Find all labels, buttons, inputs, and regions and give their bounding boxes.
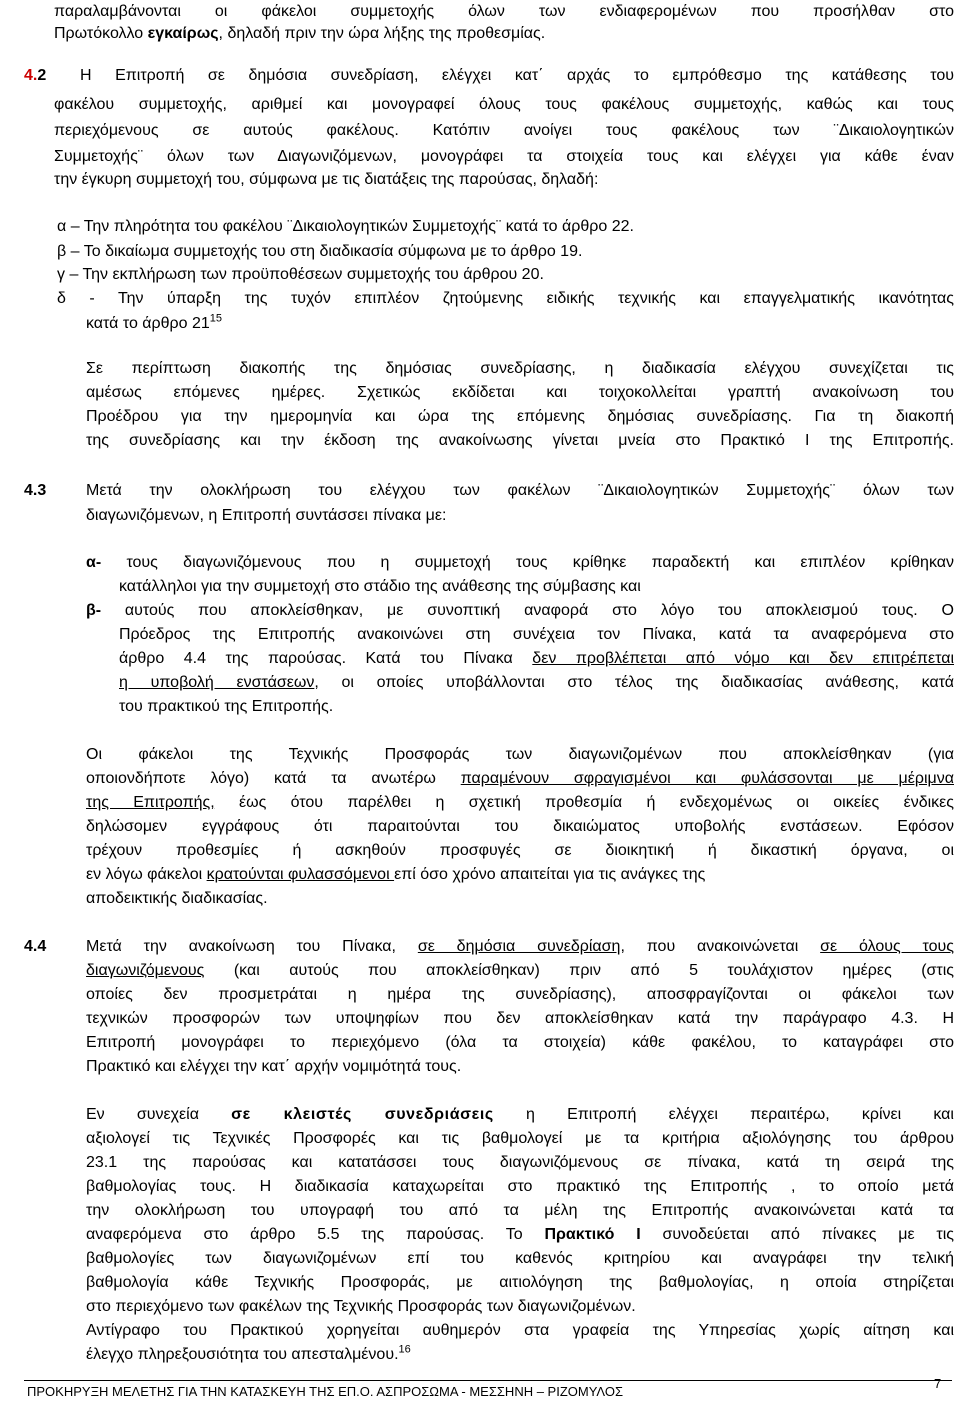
text: , που ανακοινώνεται: [620, 938, 821, 955]
text: αυτούς που αποκλείσθηκαν, με συνοπτική αναφορά στο λόγο του αποκλεισμού τους. Ο: [101, 602, 954, 619]
text: Η Επιτροπή σε δημόσια συνεδρίαση, ελέγχει κατ΄ αρχάς το εμπρόθεσμο της κατάθεσης του: [80, 67, 954, 84]
paragraph-line: [86, 406, 954, 428]
paragraph-line: [86, 505, 446, 527]
paragraph-line: [119, 576, 641, 598]
paragraph-line: [119, 624, 954, 646]
paragraph-line: [86, 1008, 954, 1030]
footnote-ref: 16: [398, 1343, 411, 1356]
section-number-4-4: [24, 936, 46, 958]
text: διαγωνιζόμενων, η Επιτροπή συντάσσει πίνακα με:: [86, 507, 447, 524]
paragraph-line: [86, 888, 268, 910]
text: Μετά την ολοκλήρωση του ελέγχου των φακέλων ¨Δικαιολογητικών Συμμετοχής¨ όλων των: [86, 482, 954, 499]
paragraph-line: [86, 382, 954, 404]
underlined-text: σε όλους τους: [820, 938, 954, 955]
paragraph-line: [86, 840, 954, 862]
text: στο περιεχόμενο των φακέλων της Τεχνικής Προσφοράς των διαγωνιζομένων.: [86, 1298, 636, 1315]
paragraph-line: [86, 792, 954, 814]
page-number: 7: [934, 1376, 942, 1391]
paragraph-line: [86, 1056, 461, 1078]
text: έως ότου παρέλθει η σχετική προθεσμία ή ενδεχομένως οι οικείες ένδικες: [214, 794, 954, 811]
paragraph-line: [86, 1200, 954, 1222]
section-number-suffix: 2: [37, 67, 47, 84]
text: Προέδρου για την ημερομηνία και ώρα της επόμενης δημόσιας συνεδρίασης. Για τη διακοπή: [86, 408, 954, 425]
paragraph-line: [86, 936, 954, 958]
text: Επιτροπή μονογράφει το περιεχόμενο (όλα τα στοιχεία) κάθε φακέλου, το καταγράφει στο: [86, 1034, 954, 1051]
underlined-text: παραμένουν σφραγισμένοι και φυλάσσονται με μέριμνα: [460, 770, 954, 787]
text: του πρακτικού της Επιτροπής.: [119, 698, 334, 715]
paragraph-line: [86, 1176, 954, 1198]
text: (και αυτούς που αποκλείσθηκαν) πριν από 5 τουλάχιστον ημέρες (στις: [204, 962, 954, 979]
paragraph-line: [54, 65, 954, 87]
paragraph-line: [86, 1272, 954, 1294]
section-number-prefix: 4.: [24, 482, 38, 499]
text: Πρακτικό και ελέγχει την κατ΄ αρχήν νομιμότητά τους.: [86, 1058, 462, 1075]
paragraph-line: [86, 1032, 954, 1054]
paragraph-line: [54, 169, 598, 191]
paragraph-line: [86, 1128, 954, 1150]
underlined-text: σε δημόσια συνεδρίαση: [417, 938, 621, 955]
paragraph-line: [86, 1152, 954, 1174]
paragraph-line: [86, 768, 954, 790]
paragraph-line: [86, 1296, 636, 1318]
paragraph-line: [86, 358, 954, 380]
paragraph-line: [86, 864, 705, 886]
text: 23.1 της παρούσας και κατατάσσει τους διαγωνιζόμενους σε πίνακα, κατά τη σειρά της: [86, 1154, 954, 1171]
footer-title: ΠΡΟΚΗΡΥΞΗ ΜΕΛΕΤΗΣ ΓΙΑ ΤΗΝ ΚΑΤΑΣΚΕΥΗ ΤΗΣ ΕΠ.Ο. ΑΣΠΡΟΣΩΜΑ - ΜΕΣΣΗΝΗ – ΡΙΖΟΜΥΛΟΣ: [27, 1384, 623, 1399]
text: Σε περίπτωση διακοπής της δημόσιας συνεδρίασης, η διαδικασία ελέγχου συνεχίζεται τις: [86, 360, 954, 377]
paragraph-line: [54, 94, 954, 116]
text: εν λόγω φάκελοι: [86, 866, 207, 883]
text: την ολοκλήρωση του υπογραφή του από τα μέλη της Επιτροπής ανακοινώνεται κατά τα: [86, 1202, 954, 1219]
text: της συνεδρίασης και την έκδοση της ανακοίνωσης γίνεται μνεία στο Πρακτικό Ι της Επιτροπής.: [86, 432, 954, 449]
text: Μετά την ανακοίνωση του Πίνακα,: [86, 938, 418, 955]
text: περιεχόμενους σε αυτούς φακέλους. Κατόπιν ανοίγει τους φακέλους των ¨Δικαιολογητικών: [54, 122, 954, 139]
paragraph-line: [86, 1248, 954, 1270]
text: φακέλου συμμετοχής, αριθμεί και μονογραφεί όλους τους φακέλους συμμετοχής, καθώς και τους: [54, 96, 954, 113]
underlined-text: κρατούνται φυλασσόμενοι: [206, 866, 395, 883]
section-number-suffix: 4: [37, 938, 47, 955]
text: , οι οποίες υποβάλλονται στο τέλος της διαδικασίας ανάθεσης, κατά: [314, 674, 955, 691]
underlined-text: δεν προβλέπεται από νόμο και δεν επιτρέπεται: [532, 650, 955, 667]
text: Πρόεδρος της Επιτροπής ανακοινώνει στη συνέχεια τον Πίνακα, κατά τα αναφερόμενα στο: [119, 626, 954, 643]
text: κατάλληλοι για την συμμετοχή στο στάδιο της ανάθεσης της σύμβασης και: [119, 578, 641, 595]
text: βαθμολογίες των διαγωνιζομένων επί του καθενός κριτηρίου και αναγράφει την τελική: [86, 1250, 954, 1267]
list-item-beta: β – Το δικαίωμα συμμετοχής του στη διαδικασία σύμφωνα με το άρθρο 19.: [57, 243, 583, 260]
bold-text: Πρακτικό Ι: [544, 1226, 641, 1243]
paragraph-line: [86, 816, 954, 838]
section-number-prefix: 4.: [24, 67, 38, 84]
text: αποδεικτικής διαδικασίας.: [86, 890, 268, 907]
list-item-beta: [86, 600, 954, 622]
text: βαθμολογία κάθε Τεχνικής Προσφοράς, με αιτιολόγηση της βαθμολογίας, η οποία στηρίζεται: [86, 1274, 954, 1291]
list-label: β-: [86, 602, 102, 619]
text: Πρωτόκολλο: [54, 25, 148, 42]
paragraph-line: [119, 648, 954, 670]
footer-divider: [24, 1380, 952, 1381]
paragraph-line: [86, 1224, 954, 1246]
paragraph-line: [86, 960, 954, 982]
text: άρθρο 4.4 της παρούσας. Κατά του Πίνακα: [119, 650, 533, 667]
text: συνοδεύεται από πίνακες με τις: [640, 1226, 954, 1243]
paragraph-line: [86, 744, 954, 766]
paragraph-line: [54, 146, 954, 168]
text: η Επιτροπή ελέγχει περαιτέρω, κρίνει και: [493, 1106, 954, 1123]
bold-text: εγκαίρως: [147, 25, 219, 42]
text: δηλώσομεν εγγράφους ότι παραιτούνται του δικαιώματος υποβολής ενστάσεων. Εφόσον: [86, 818, 954, 835]
text: έλεγχο πληρεξουσιότητα του απεσταλμένου.: [86, 1346, 399, 1363]
text: Εν συνεχεία: [86, 1106, 232, 1123]
underlined-text: η υποβολή ενστάσεων: [119, 674, 315, 691]
text: κατά το άρθρο 21: [86, 315, 210, 332]
text: παραλαμβάνονται οι φάκελοι συμμετοχής όλων των ενδιαφερομένων που προσήλθαν στο: [54, 3, 954, 20]
text: οποίες δεν προσμετράται η ημέρα της συνεδρίασης), αποσφραγίζονται οι φάκελοι των: [86, 986, 954, 1003]
underlined-text: της Επιτροπής,: [86, 794, 215, 811]
bold-text: σε κλειστές συνεδριάσεις: [231, 1106, 494, 1123]
list-item-gamma: γ – Την εκπλήρωση των προϋποθέσεων συμμετοχής του άρθρου 20.: [57, 266, 544, 283]
paragraph-line: [119, 672, 954, 694]
text: βαθμολογίας τους. Η διαδικασία καταχωρείται στο πρακτικό της Επιτροπής , το οποίο μετά: [86, 1178, 954, 1195]
text: αμέσως επόμενες ημέρες. Σχετικώς εκδίδεται και τοιχοκολλείται γραπτή ανακοίνωση του: [86, 384, 954, 401]
section-number-suffix: 3: [37, 482, 47, 499]
section-number-4-3: [24, 480, 46, 502]
paragraph-line: [54, 23, 545, 45]
text: δ - Την ύπαρξη της τυχόν επιπλέον ζητούμενης ειδικής τεχνικής και επαγγελματικής ικανότητας: [57, 290, 954, 307]
text: τρέχουν προθεσμίες ή ασκηθούν προσφυγές σε διοικητική ή δικαστική όργανα, οι: [86, 842, 954, 859]
list-item-delta: [57, 288, 954, 310]
underlined-text: διαγωνιζόμενους: [86, 962, 205, 979]
paragraph-line: [86, 430, 954, 452]
text: επί όσο χρόνο απαιτείται για τις ανάγκες της: [394, 866, 706, 883]
text: οποιονδήποτε λόγο) κατά τα ανωτέρω: [86, 770, 461, 787]
paragraph-line: [86, 984, 954, 1006]
text: Οι φάκελοι της Τεχνικής Προσφοράς των διαγωνιζομένων που αποκλείσθηκαν (για: [86, 746, 954, 763]
paragraph-line: [86, 480, 954, 502]
paragraph-line: [54, 120, 954, 142]
text: , δηλαδή πριν την ώρα λήξης της προθεσμίας.: [218, 25, 546, 42]
paragraph-line: [86, 1104, 954, 1126]
list-label: α-: [86, 554, 102, 571]
section-number-prefix: 4.: [24, 938, 38, 955]
list-item-alpha: α – Την πληρότητα του φακέλου ¨Δικαιολογητικών Συμμετοχής¨ κατά το άρθρο 22.: [57, 218, 634, 235]
text: την έγκυρη συμμετοχή του, σύμφωνα με τις διατάξεις της παρούσας, δηλαδή:: [54, 171, 599, 188]
section-number-4-2: [24, 65, 46, 87]
paragraph-line: [86, 1344, 411, 1366]
text: αξιολογεί τις Τεχνικές Προσφορές και τις βαθμολογεί με τα κριτήρια αξιολόγησης του άρθρου: [86, 1130, 954, 1147]
text: Αντίγραφο του Πρακτικού χορηγείται αυθημερόν στα γραφεία της Υπηρεσίας χωρίς αίτηση και: [86, 1322, 954, 1339]
paragraph-line: [86, 1320, 954, 1342]
paragraph-line: [54, 1, 954, 23]
text: τεχνικών προσφορών των υποψηφίων που δεν αποκλείσθηκαν κατά την παράγραφο 4.3. Η: [86, 1010, 954, 1027]
list-item-delta-cont: [86, 313, 222, 335]
text: αναφερόμενα στο άρθρο 5.5 της παρούσας. Το: [86, 1226, 545, 1243]
footnote-ref: 15: [209, 312, 223, 325]
list-item-alpha: [86, 552, 954, 574]
paragraph-line: [119, 696, 333, 718]
text: τους διαγωνιζόμενους που η συμμετοχή τους κρίθηκε παραδεκτή και επιπλέον κρίθηκαν: [101, 554, 954, 571]
text: Συμμετοχής¨ όλων των Διαγωνιζόμενων, μονογράφει τα στοιχεία τους και ελέγχει για κάθε έναν: [54, 148, 954, 165]
